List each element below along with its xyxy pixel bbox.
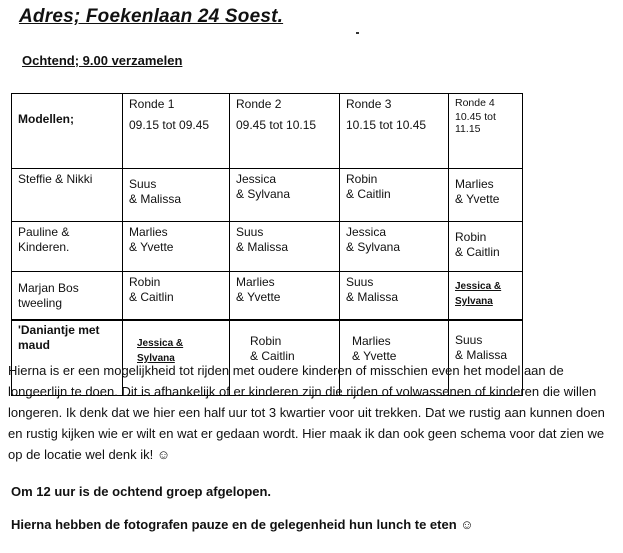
pair-name-2: Sylvana [137, 353, 175, 364]
pair-cell [123, 169, 230, 222]
round-header-1 [123, 94, 230, 169]
model-cell: Steffie & Nikki [12, 169, 123, 222]
pair-name-1: Jessica [346, 225, 387, 239]
pair-name-1: Robin [250, 334, 282, 348]
round-title: Ronde 2 [236, 97, 282, 111]
lunch-note: Hierna hebben de fotografen pauze en de gelegenheid hun lunch te eten ☺ [11, 517, 474, 532]
pair-name-2: & Malissa [236, 240, 289, 254]
pair-cell [230, 272, 340, 321]
model-cell: Pauline & Kinderen. [12, 222, 123, 272]
schedule-table [11, 93, 523, 396]
round-title: Ronde 3 [346, 97, 392, 111]
table-row [12, 222, 523, 272]
pair-name-2: Sylvana [455, 296, 493, 307]
address-heading: Adres; Foekenlaan 24 Soest. [19, 6, 284, 27]
pair-cell [449, 272, 523, 321]
pair-name-2: & Caitlin [455, 245, 500, 259]
round-time: 09.15 tot 09.45 [129, 118, 210, 132]
pair-name-1: Robin [129, 275, 161, 289]
round-time: 09.45 tot 10.15 [236, 118, 317, 132]
pair-name-2: & Caitlin [250, 349, 295, 363]
pair-name-1: Marlies [352, 334, 391, 348]
pair-name-1: Suus [455, 333, 483, 347]
pair-name-2: & Caitlin [129, 290, 174, 304]
round-header-2 [230, 94, 340, 169]
pair-name-1: Marlies [236, 275, 275, 289]
morning-gathering-heading: Ochtend; 9.00 verzamelen [22, 53, 183, 68]
pair-cell [340, 169, 449, 222]
table-header-row [12, 94, 523, 169]
pair-name-1: Suus [346, 275, 374, 289]
pair-name-1: Marlies [129, 225, 168, 239]
pair-name-2: & Yvette [352, 349, 397, 363]
pair-name-2: & Yvette [129, 240, 174, 254]
table-row [12, 169, 523, 222]
pair-cell [449, 222, 523, 272]
pair-cell [230, 169, 340, 222]
pair-name-1: Jessica & [137, 338, 184, 349]
round-header-4 [449, 94, 523, 169]
pair-name-1: Suus [236, 225, 264, 239]
pair-name-1: Jessica & [455, 281, 502, 292]
pair-name-2: & Caitlin [346, 187, 391, 201]
pair-name-2: & Yvette [236, 290, 281, 304]
pair-cell [123, 222, 230, 272]
table-row [12, 272, 523, 321]
pair-name-2: & Sylvana [346, 240, 401, 254]
model-cell: Marjan Bos tweeling [12, 272, 123, 321]
round-title: Ronde 4 [455, 97, 495, 109]
pair-name-1: Marlies [455, 177, 494, 191]
models-header-cell: Modellen; [12, 94, 123, 169]
pair-name-1: Jessica [236, 172, 277, 186]
round-title: Ronde 1 [129, 97, 175, 111]
pair-cell [123, 272, 230, 321]
morning-end-note: Om 12 uur is de ochtend groep afgelopen. [11, 484, 272, 499]
pair-cell [340, 222, 449, 272]
pair-name-2: & Malissa [346, 290, 399, 304]
pair-name-2: & Malissa [455, 348, 508, 362]
model-cell: 'Daniantje met maud [12, 320, 123, 396]
pair-cell [340, 272, 449, 321]
pair-name-1: Robin [346, 172, 378, 186]
pair-name-1: Suus [129, 177, 157, 191]
pair-name-2: & Yvette [455, 192, 500, 206]
pair-name-1: Robin [455, 230, 487, 244]
pair-cell [449, 169, 523, 222]
pair-name-2: & Malissa [129, 192, 182, 206]
round-time: 10.15 tot 10.45 [346, 118, 427, 132]
info-paragraph: Hierna is er een mogelijkheid tot rijden met oudere kinderen of misschien even het model aan de longeerlijn te doen. Dit is afhankelijk of er kinderen zijn die rijden of volwassenen of kinderen die willen longeren. Ik denk dat we hier een half uur tot 3 kwartier voor uit trekken. Dat we rustig aan kunnen doen en rustig kijken wie er wilt en wat er gedaan wordt. Hier maak ik dan ook geen schema voor dat zien we op de locatie wel denk ik! ☺ [8, 363, 605, 462]
stray-mark [356, 32, 359, 34]
pair-name-2: & Sylvana [236, 187, 291, 201]
pair-cell [230, 222, 340, 272]
round-header-3 [340, 94, 449, 169]
round-time: 10.45 tot 11.15 [455, 111, 496, 135]
